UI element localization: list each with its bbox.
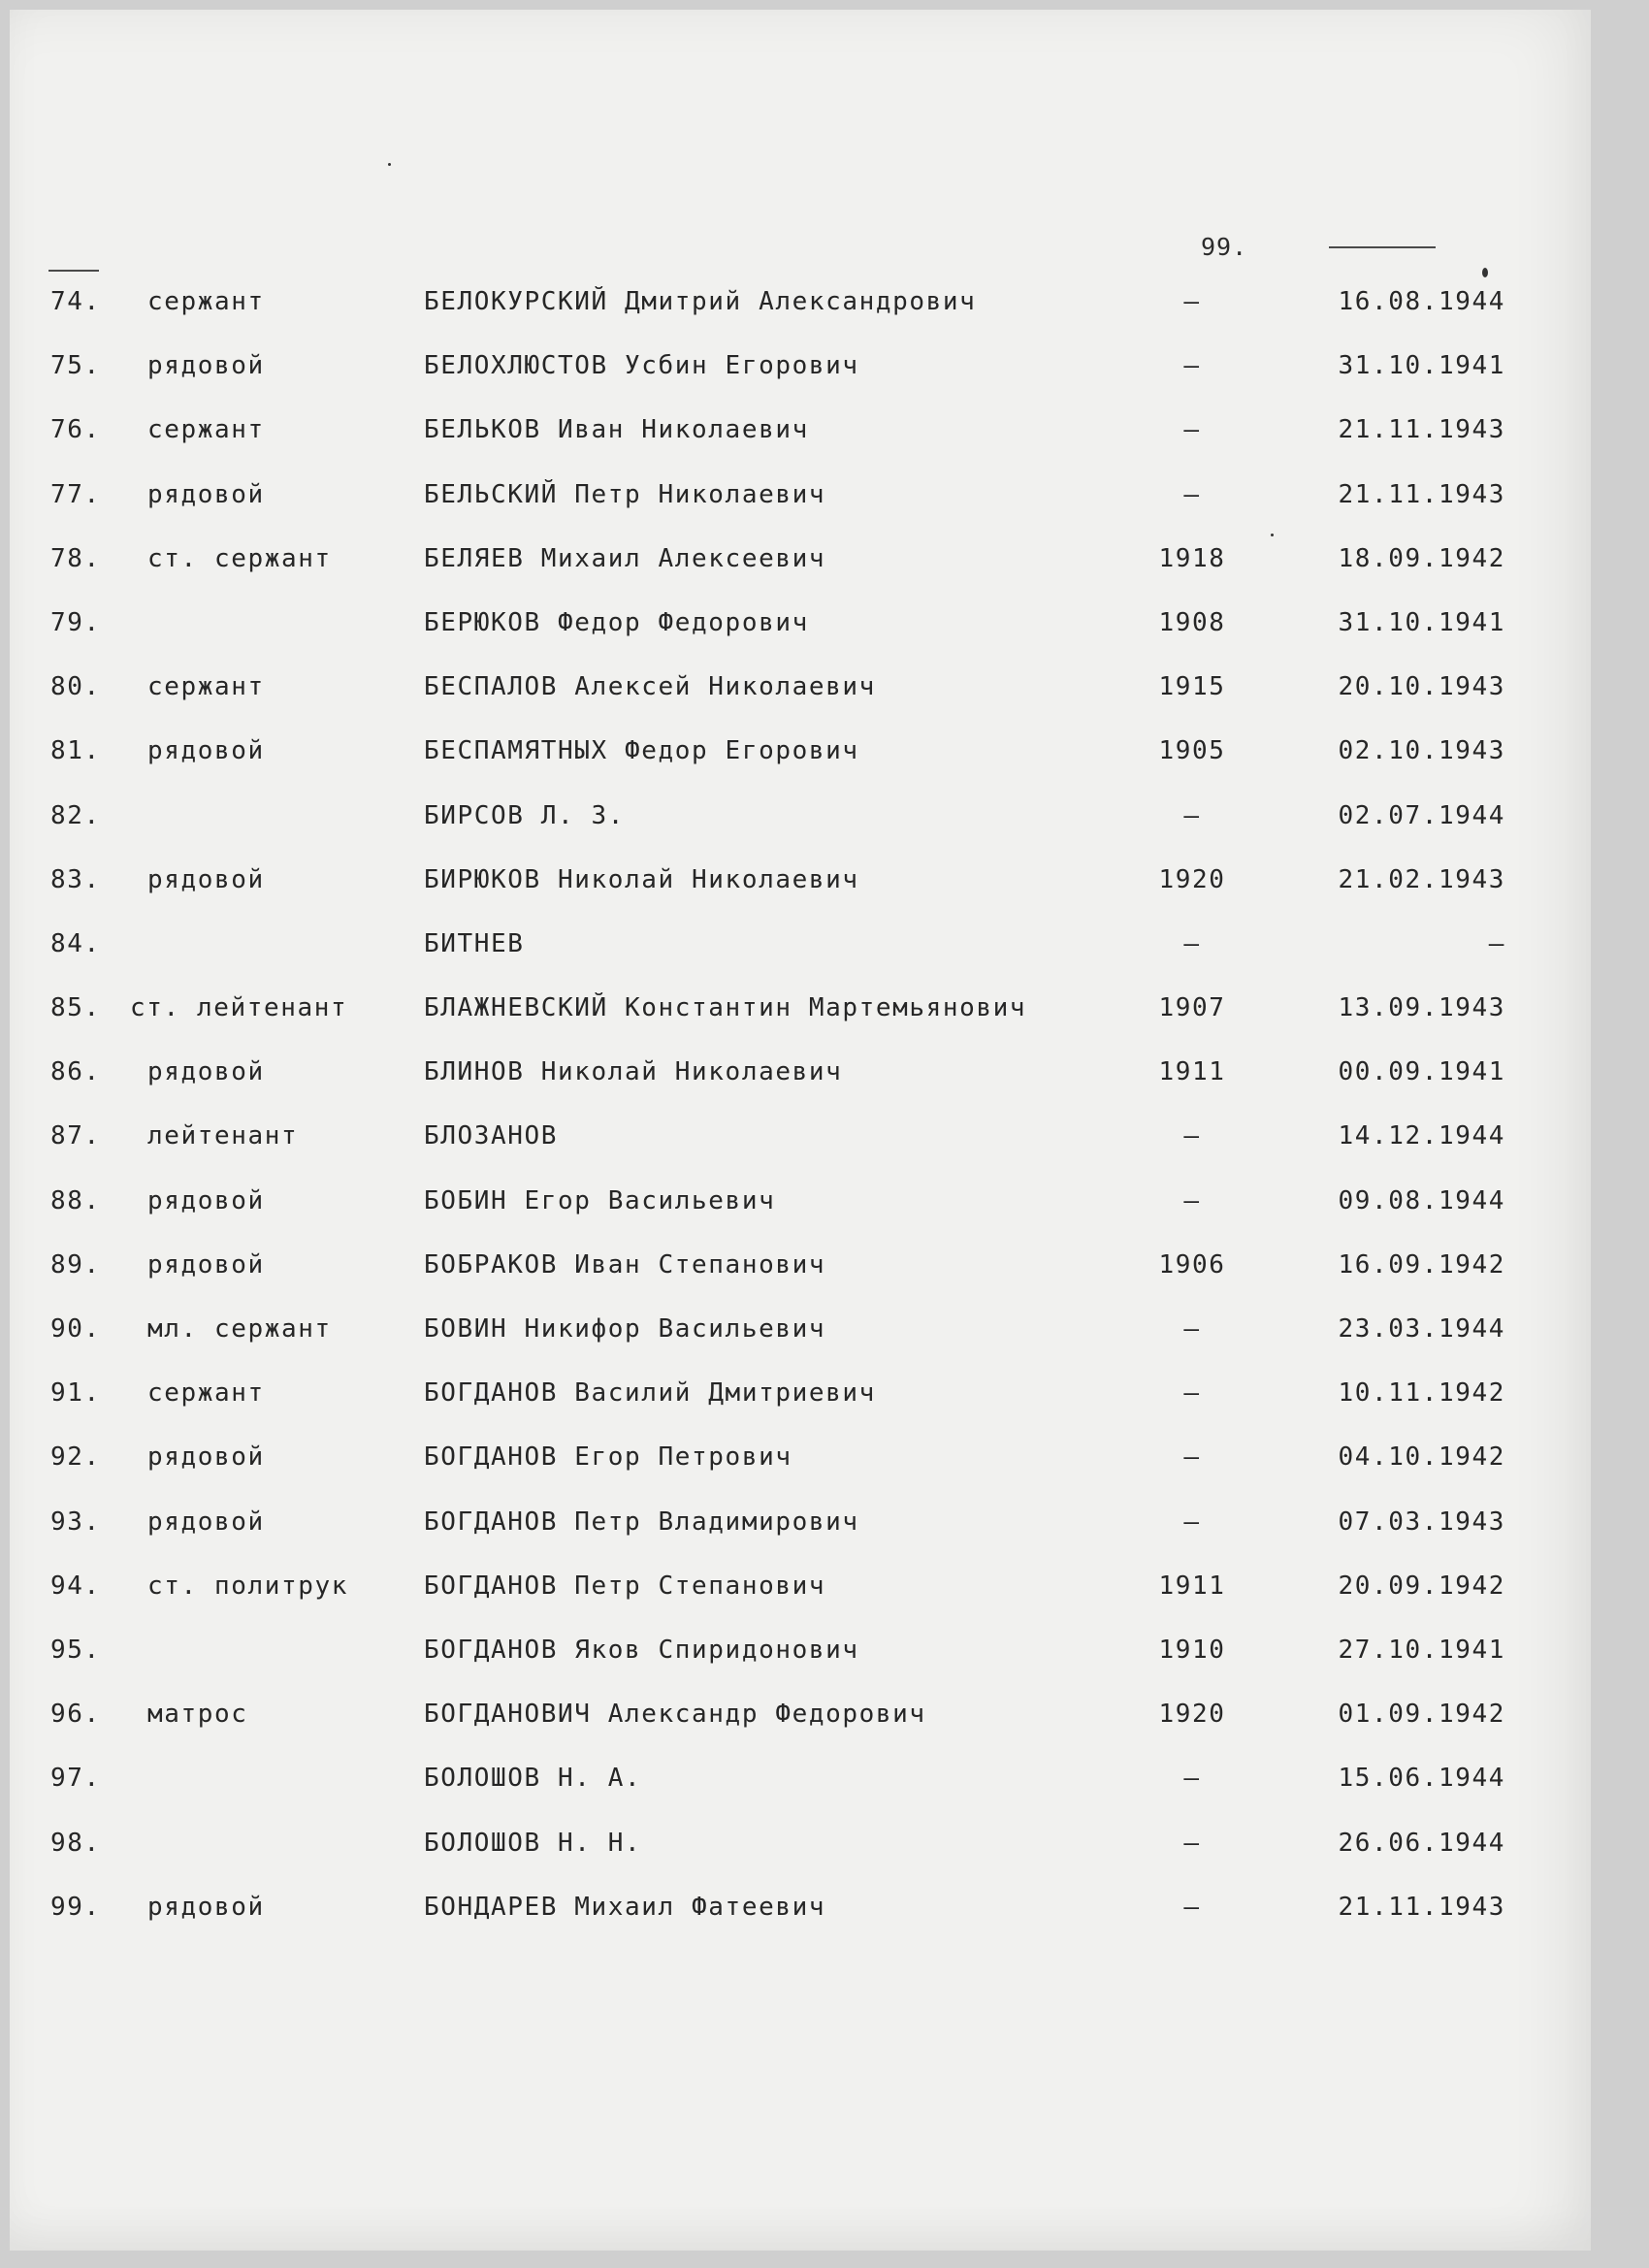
list-item <box>0 1186 1649 1250</box>
row-number: 91. <box>50 1378 101 1409</box>
list-item <box>0 480 1649 544</box>
row-number: 95. <box>50 1635 101 1665</box>
row-birth-year: – <box>1183 1314 1201 1344</box>
list-item <box>0 1378 1649 1442</box>
list-item <box>0 672 1649 736</box>
row-name: БЕСПАЛОВ Алексей Николаевич <box>424 672 876 702</box>
row-birth-year: – <box>1183 351 1201 381</box>
list-item <box>0 1700 1649 1764</box>
row-name: БОЛОШОВ Н. Н. <box>424 1828 642 1858</box>
row-date: 31.10.1941 <box>1338 607 1505 637</box>
row-birth-year: – <box>1183 415 1201 445</box>
row-date: 21.11.1943 <box>1338 1892 1505 1922</box>
row-rank: сержант <box>147 415 265 445</box>
row-birth-year: 1915 <box>1158 672 1226 702</box>
row-number: 75. <box>50 351 101 381</box>
list-item <box>0 287 1649 351</box>
row-rank: ст. политрук <box>147 1571 349 1601</box>
row-birth-year: 1907 <box>1158 993 1226 1023</box>
row-rank: лейтенант <box>147 1121 299 1151</box>
row-rank: сержант <box>147 1378 265 1409</box>
row-date: 10.11.1942 <box>1338 1378 1505 1409</box>
scan-speck <box>1482 268 1488 277</box>
row-name: БОГДАНОВ Петр Владимирович <box>424 1507 859 1537</box>
row-birth-year: – <box>1183 479 1201 509</box>
row-date: 14.12.1944 <box>1338 1121 1505 1151</box>
list-item <box>0 1507 1649 1571</box>
list-item <box>0 865 1649 929</box>
row-number: 96. <box>50 1700 101 1730</box>
row-date: 21.11.1943 <box>1338 415 1505 445</box>
header-rule-left <box>48 270 99 272</box>
list-item <box>0 1442 1649 1507</box>
row-name: БОГДАНОВ Василий Дмитриевич <box>424 1378 876 1409</box>
row-name: БЕЛОКУРСКИЙ Дмитрий Александрович <box>424 287 977 316</box>
row-number: 80. <box>50 672 101 702</box>
list-item <box>0 993 1649 1057</box>
row-name: БЕЛЬСКИЙ Петр Николаевич <box>424 479 826 509</box>
casualty-list <box>0 287 1649 1957</box>
row-name: БЕЛЬКОВ Иван Николаевич <box>424 415 809 445</box>
row-name: БОГДАНОВ Петр Степанович <box>424 1571 826 1601</box>
list-item <box>0 415 1649 479</box>
row-number: 99. <box>50 1892 101 1922</box>
row-name: БОГДАНОВ Егор Петрович <box>424 1442 792 1473</box>
row-birth-year: 1908 <box>1158 607 1226 637</box>
row-name: БИРСОВ Л. З. <box>424 800 626 830</box>
row-number: 78. <box>50 543 101 573</box>
row-birth-year: – <box>1183 1378 1201 1409</box>
list-item <box>0 1121 1649 1185</box>
row-birth-year: – <box>1183 1121 1201 1151</box>
page-number: 99. <box>1201 233 1248 261</box>
row-birth-year: – <box>1183 1507 1201 1537</box>
list-item <box>0 1829 1649 1893</box>
row-name: БОГДАНОВИЧ Александр Федорович <box>424 1700 926 1730</box>
row-name: БИТНЕВ <box>424 928 525 958</box>
row-name: БОГДАНОВ Яков Спиридонович <box>424 1635 859 1665</box>
row-rank: ст. сержант <box>147 543 332 573</box>
row-rank: ст. лейтенант <box>130 993 348 1023</box>
row-date: 31.10.1941 <box>1338 351 1505 381</box>
list-item <box>0 544 1649 608</box>
row-number: 88. <box>50 1185 101 1215</box>
row-rank: матрос <box>147 1700 248 1730</box>
row-date: 26.06.1944 <box>1338 1828 1505 1858</box>
row-number: 87. <box>50 1121 101 1151</box>
list-item <box>0 1636 1649 1700</box>
row-name: БИРЮКОВ Николай Николаевич <box>424 864 859 894</box>
row-date: 16.09.1942 <box>1338 1249 1505 1280</box>
row-number: 94. <box>50 1571 101 1601</box>
row-birth-year: 1920 <box>1158 864 1226 894</box>
row-rank: рядовой <box>147 1892 265 1922</box>
row-number: 89. <box>50 1249 101 1280</box>
row-date: 23.03.1944 <box>1338 1314 1505 1344</box>
row-name: БЕЛЯЕВ Михаил Алексеевич <box>424 543 826 573</box>
list-item <box>0 1571 1649 1636</box>
row-birth-year: – <box>1183 1828 1201 1858</box>
row-birth-year: 1906 <box>1158 1249 1226 1280</box>
row-date: 07.03.1943 <box>1338 1507 1505 1537</box>
row-rank: сержант <box>147 287 265 316</box>
row-birth-year: 1920 <box>1158 1700 1226 1730</box>
row-rank: рядовой <box>147 1057 265 1087</box>
row-name: БОБИН Егор Васильевич <box>424 1185 776 1215</box>
list-item <box>0 608 1649 672</box>
row-number: 81. <box>50 736 101 766</box>
row-birth-year: – <box>1183 1185 1201 1215</box>
row-number: 97. <box>50 1764 101 1794</box>
row-birth-year: 1911 <box>1158 1057 1226 1087</box>
row-date: 21.02.1943 <box>1338 864 1505 894</box>
row-number: 92. <box>50 1442 101 1473</box>
row-name: БЛОЗАНОВ <box>424 1121 559 1151</box>
row-date: 27.10.1941 <box>1338 1635 1505 1665</box>
row-birth-year: 1918 <box>1158 543 1226 573</box>
row-name: БОВИН Никифор Васильевич <box>424 1314 826 1344</box>
row-birth-year: – <box>1183 1892 1201 1922</box>
list-item <box>0 351 1649 415</box>
row-name: БЕРЮКОВ Федор Федорович <box>424 607 809 637</box>
row-birth-year: – <box>1183 1764 1201 1794</box>
row-rank: рядовой <box>147 351 265 381</box>
row-rank: рядовой <box>147 479 265 509</box>
row-name: БОНДАРЕВ Михаил Фатеевич <box>424 1892 826 1922</box>
list-item <box>0 1764 1649 1828</box>
row-date: – <box>1488 928 1505 958</box>
row-name: БЕЛОХЛЮСТОВ Усбин Егорович <box>424 351 859 381</box>
list-item <box>0 1250 1649 1314</box>
row-number: 82. <box>50 800 101 830</box>
row-rank: рядовой <box>147 1185 265 1215</box>
row-name: БЕСПАМЯТНЫХ Федор Егорович <box>424 736 859 766</box>
list-item <box>0 1893 1649 1957</box>
row-date: 15.06.1944 <box>1338 1764 1505 1794</box>
row-date: 16.08.1944 <box>1338 287 1505 316</box>
row-date: 09.08.1944 <box>1338 1185 1505 1215</box>
row-date: 20.10.1943 <box>1338 672 1505 702</box>
row-rank: сержант <box>147 672 265 702</box>
row-date: 13.09.1943 <box>1338 993 1505 1023</box>
row-birth-year: 1910 <box>1158 1635 1226 1665</box>
row-number: 86. <box>50 1057 101 1087</box>
row-rank: рядовой <box>147 1507 265 1537</box>
row-number: 98. <box>50 1828 101 1858</box>
row-date: 18.09.1942 <box>1338 543 1505 573</box>
row-number: 83. <box>50 864 101 894</box>
row-number: 93. <box>50 1507 101 1537</box>
row-number: 84. <box>50 928 101 958</box>
list-item <box>0 929 1649 993</box>
row-date: 20.09.1942 <box>1338 1571 1505 1601</box>
row-birth-year: 1911 <box>1158 1571 1226 1601</box>
row-date: 02.07.1944 <box>1338 800 1505 830</box>
row-rank: рядовой <box>147 1249 265 1280</box>
row-date: 21.11.1943 <box>1338 479 1505 509</box>
row-birth-year: – <box>1183 287 1201 316</box>
row-date: 02.10.1943 <box>1338 736 1505 766</box>
row-name: БОЛОШОВ Н. А. <box>424 1764 642 1794</box>
header-rule-right <box>1329 246 1436 248</box>
row-number: 77. <box>50 479 101 509</box>
row-number: 76. <box>50 415 101 445</box>
row-birth-year: – <box>1183 1442 1201 1473</box>
row-birth-year: – <box>1183 928 1201 958</box>
row-number: 90. <box>50 1314 101 1344</box>
list-item <box>0 1314 1649 1378</box>
row-number: 85. <box>50 993 101 1023</box>
row-name: БЛАЖНЕВСКИЙ Константин Мартемьянович <box>424 993 1027 1023</box>
list-item <box>0 801 1649 865</box>
row-date: 01.09.1942 <box>1338 1700 1505 1730</box>
row-rank: рядовой <box>147 736 265 766</box>
row-number: 74. <box>50 287 101 316</box>
list-item <box>0 1057 1649 1121</box>
row-date: 04.10.1942 <box>1338 1442 1505 1473</box>
row-name: БЛИНОВ Николай Николаевич <box>424 1057 843 1087</box>
row-rank: рядовой <box>147 1442 265 1473</box>
row-birth-year: – <box>1183 800 1201 830</box>
scan-speck <box>388 163 391 166</box>
row-name: БОБРАКОВ Иван Степанович <box>424 1249 826 1280</box>
row-rank: мл. сержант <box>147 1314 332 1344</box>
list-item <box>0 736 1649 800</box>
row-number: 79. <box>50 607 101 637</box>
row-birth-year: 1905 <box>1158 736 1226 766</box>
row-date: 00.09.1941 <box>1338 1057 1505 1087</box>
row-rank: рядовой <box>147 864 265 894</box>
